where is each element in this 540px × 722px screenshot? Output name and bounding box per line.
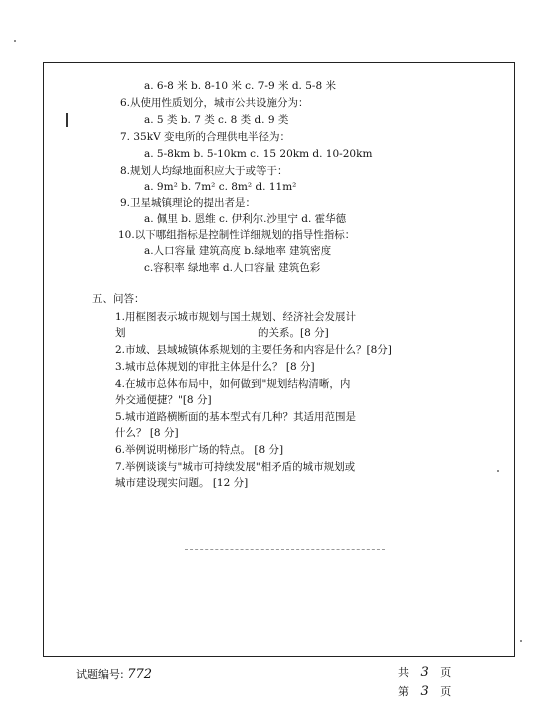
- page-number-value: 3: [420, 684, 429, 699]
- essay-q3: 3.城市总体规划的审批主体是什么？ [8 分]: [115, 361, 315, 373]
- q10-stem: 10.以下哪组指标是控制性详细规划的指导性指标：: [118, 229, 356, 241]
- total-pages: [398, 664, 451, 680]
- total-pages-label-b: 页: [440, 666, 452, 679]
- exam-code-value: 772: [127, 667, 153, 682]
- essay-q4-line2: 外交通便捷？"[8 分]: [115, 394, 212, 406]
- page-number-label-a: 第: [398, 685, 409, 698]
- essay-q6: 6.举例说明梯形广场的特点。 [8 分]: [115, 444, 284, 456]
- q9-options: a. 佩里 b. 恩维 c. 伊利尔.沙里宁 d. 霍华德: [144, 213, 347, 225]
- exam-code: [76, 666, 152, 682]
- total-pages-value: 3: [420, 665, 429, 680]
- q6-stem: 6.从使用性质划分，城市公共设施分为：: [120, 97, 309, 109]
- essay-q1-line1: 1.用框图表示城市规划与国土规划、经济社会发展计: [115, 311, 357, 323]
- q6-options: a. 5 类 b. 7 类 c. 8 类 d. 9 类: [144, 114, 289, 126]
- essay-q2: 2.市域、县域城镇体系规划的主要任务和内容是什么？[8分]: [115, 344, 392, 356]
- q5-options: a. 6-8 米 b. 8-10 米 c. 7-9 米 d. 5-8 米: [144, 80, 336, 92]
- essay-q1-line2a: 划: [115, 327, 126, 339]
- essay-q5-line1: 5.城市道路横断面的基本型式有几种？其适用范围是: [115, 411, 357, 423]
- q8-stem: 8.规划人均绿地面积应大于或等于：: [120, 165, 288, 177]
- margin-mark: [66, 113, 68, 127]
- q7-options: a. 5-8km b. 5-10km c. 15 20km d. 10-20km: [144, 148, 373, 160]
- q10-options-row2: c.容积率 绿地率 d.人口容量 建筑色彩: [144, 262, 321, 274]
- page-number-label-b: 页: [440, 685, 452, 698]
- exam-code-label: 试题编号:: [76, 668, 124, 681]
- page-number: [398, 683, 451, 699]
- section-five-heading: 五、问答：: [92, 293, 145, 305]
- essay-q7-line2: 城市建设现实问题。 [12 分]: [115, 477, 249, 489]
- faint-scan-line: [185, 549, 385, 551]
- scan-speck: [497, 470, 499, 472]
- scan-speck: [14, 40, 16, 42]
- q10-options-row1: a.人口容量 建筑高度 b.绿地率 建筑密度: [144, 245, 332, 257]
- total-pages-label-a: 共: [398, 666, 409, 679]
- scan-speck: [520, 640, 522, 642]
- q7-stem: 7. 35kV 变电所的合理供电半径为：: [120, 131, 290, 143]
- essay-q7-line1: 7.举例谈谈与"城市可持续发展"相矛盾的城市规划或: [115, 461, 356, 473]
- essay-q4-line1: 4.在城市总体布局中，如何做到"规划结构清晰，内: [115, 378, 351, 390]
- essay-q1-line2b: 的关系。[8 分]: [258, 327, 329, 339]
- essay-q5-line2: 什么？ [8 分]: [115, 427, 179, 439]
- q9-stem: 9.卫星城镇理论的提出者是：: [120, 197, 257, 209]
- q8-options: a. 9m² b. 7m² c. 8m² d. 11m²: [144, 181, 297, 193]
